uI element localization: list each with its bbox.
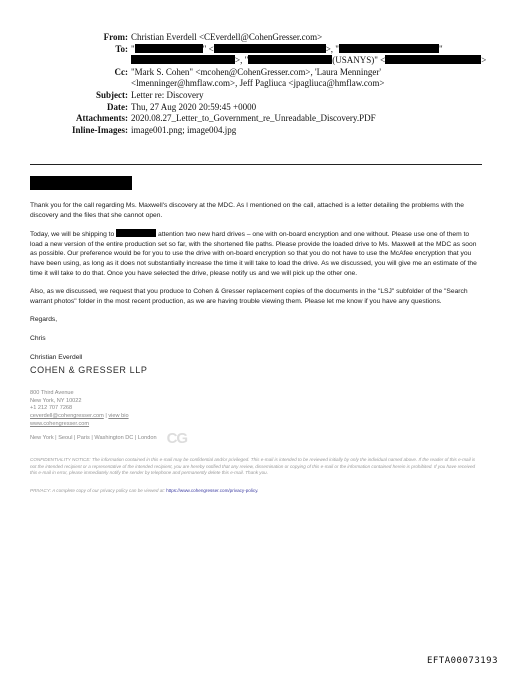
cc-value: "Mark S. Cohen" <mcohen@CohenGresser.com>, 'Laura Menninger' <lmenninger@hmflaw.com>, Jeff Pagliuca <jpagliuca@hmflaw.com> — [131, 66, 385, 89]
body-paragraph-3: Also, as we discussed, we request that you produce to Cohen & Gresser replacement copies of the documents in the "LSJ" subfolder of the "Search warrant photos" folder in the most recent production, as we are having trouble viewing them. Please let me know if you have any questions. — [30, 288, 468, 305]
from-row — [28, 32, 488, 44]
to-row — [28, 44, 488, 67]
redaction-block — [116, 229, 156, 237]
email-link[interactable]: ceverdell@cohengresser.com — [30, 413, 104, 420]
to-text-5: >, " — [235, 55, 249, 66]
inline-images-row — [28, 125, 488, 137]
redaction-block — [385, 55, 481, 64]
date-row — [28, 102, 488, 114]
separator: | — [105, 413, 107, 420]
cc-label: Cc: — [114, 66, 128, 77]
subject-row — [28, 90, 488, 102]
from-value: Christian Everdell <CEverdell@CohenGresser.com> — [131, 32, 323, 42]
confidentiality-notice: CONFIDENTIALITY NOTICE: The information contained in this e-mail may be confidential and/or privileged. This e-mail is intended to be reviewed initially by only the individual named above. If the reader of this e-mail is not the intended recipient or a representative of the intended recipient, you are hereby notified that any review, dissemination or copying of this e-mail or the information contained herein is prohibited. If you have received this e-mail in error, please immediately notify the sender by telephone and permanently delete this e-mail. Thank you. — [30, 457, 476, 475]
to-text-2: " < — [202, 43, 214, 54]
attachments-value[interactable]: 2020.08.27_Letter_to_Government_re_Unreadable_Discovery.PDF — [131, 113, 376, 124]
website-link[interactable]: www.cohengresser.com — [30, 420, 90, 427]
bates-number: EFTA00073193 — [426, 656, 498, 666]
body-paragraph-2 — [30, 229, 482, 278]
body-paragraph-1: Thank you for the call regarding Ms. Maxwell's discovery at the MDC. As I mentioned on the call, attached is a letter detailing the problems with the discovery and the files that she cannot open. — [30, 202, 464, 219]
email-header — [28, 32, 488, 136]
signature-address — [30, 390, 482, 429]
redaction-block — [135, 44, 203, 53]
to-label: To: — [115, 43, 128, 54]
privacy-notice — [30, 486, 482, 496]
phone-number: +1 212 707 7268 — [30, 405, 73, 412]
office-list — [30, 429, 482, 447]
attachments-label: Attachments: — [76, 113, 128, 124]
redaction-block — [131, 55, 235, 64]
inline-images-label: Inline-Images: — [72, 124, 128, 135]
address-line-2: New York, NY 10022 — [30, 397, 82, 404]
to-text-3: >, " — [325, 43, 339, 54]
redaction-block — [248, 55, 332, 64]
regards: Regards, — [30, 316, 58, 324]
redaction-block — [339, 44, 439, 53]
attachments-row — [28, 113, 488, 125]
to-text-6: (USANYS)" < — [332, 55, 386, 66]
firm-name: COHEN & GRESSER LLP — [30, 365, 148, 376]
view-bio-link[interactable]: view bio — [108, 413, 129, 420]
redacted-salutation — [30, 176, 132, 190]
subject-value: Letter re: Discovery — [131, 89, 204, 100]
privacy-text: PRIVACY: A complete copy of our privacy policy can be viewed at: — [30, 487, 167, 493]
redaction-block — [214, 44, 326, 53]
offices-text: New York | Seoul | Paris | Washington DC | London — [30, 434, 157, 441]
p2-text-before: Today, we will be shipping to — [30, 231, 117, 239]
to-value — [131, 44, 488, 67]
sign-short: Chris — [30, 334, 46, 342]
to-text-7: > — [481, 55, 487, 66]
email-and-bio — [30, 413, 482, 421]
from-label: From: — [103, 32, 128, 42]
email-body — [30, 176, 482, 496]
date-label: Date: — [107, 101, 128, 112]
to-text-1: " — [131, 43, 135, 54]
cc-row — [28, 67, 488, 90]
privacy-link[interactable]: https://www.cohengresser.com/privacy-policy. — [166, 487, 259, 493]
to-text-4: " — [438, 43, 443, 54]
inline-images-value: image001.png; image004.jpg — [131, 124, 237, 135]
sign-full: Christian Everdell — [30, 353, 83, 361]
address-line-1: 800 Third Avenue — [30, 389, 74, 396]
p2-text-after: attention two new hard drives – one with on-board encryption and one without. Please use one of them to load a new version of the entire production set so far, with the shortened file paths. Please provide the loaded drive to Ms. Maxwell at the MDC as soon as possible. Our preference would be for you to use the drive with on-board encryption so that you do not have to use the McAfee encryption that you have been using, as long as it does not substantially increase the time it will take to load the drive. As we discussed, you will give me an estimate of the time it will take to do that. Once you have selected the drive, please notify us and we will pick up the other one. — [30, 231, 477, 277]
header-divider — [30, 164, 482, 165]
date-value: Thu, 27 Aug 2020 20:59:45 +0000 — [131, 101, 257, 112]
firm-logo: CG — [166, 429, 188, 447]
subject-label: Subject: — [96, 89, 128, 100]
